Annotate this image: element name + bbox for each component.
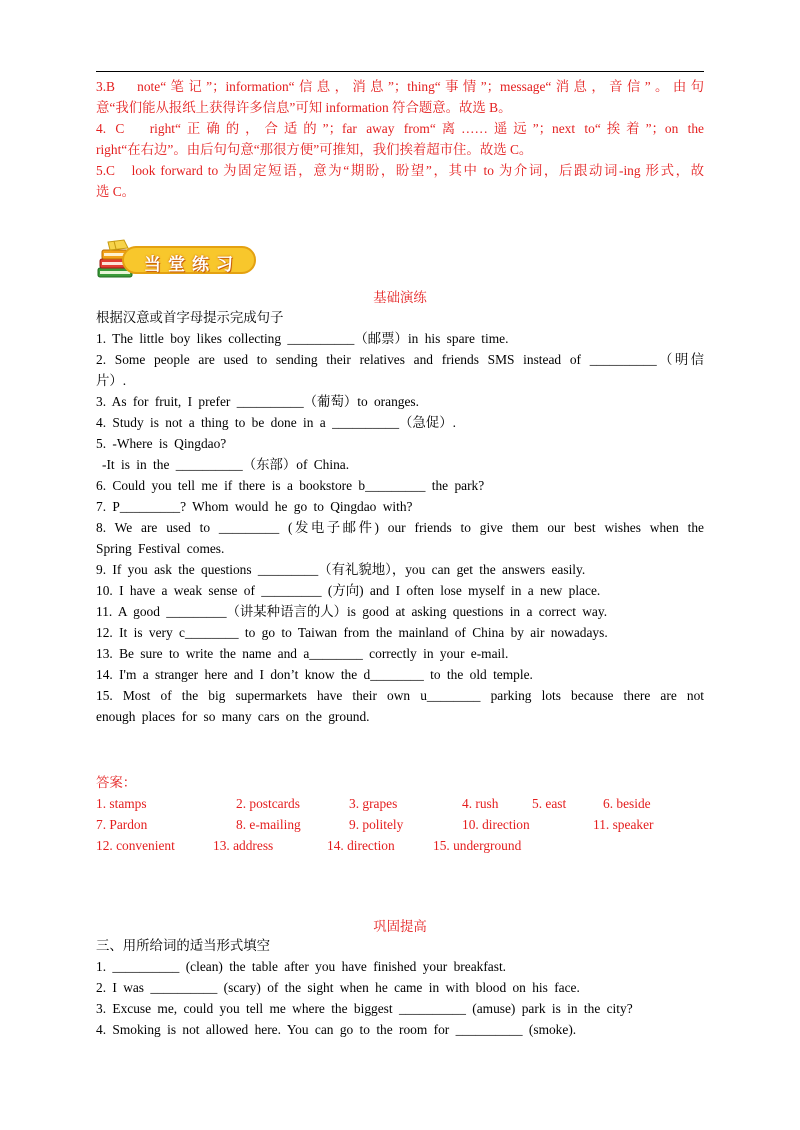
exercise-line: 10. I have a weak sense of _________ (方向) and I often lose myself in a new place. [96,583,601,598]
explanation-line: 5.C look forward to 为固定短语，意为“期盼，盼望”，其中 to 为介词，后跟动词-ing 形式，故 [96,163,704,178]
explanation-line: 3.B note“笔记”；information“信息，消息”；thing“事情”；message“消息，音信”。由句 [96,79,704,94]
answer-row [96,814,704,835]
answer-explanations [96,76,704,202]
explanation-line: 意“我们能从报纸上获得许多信息”可知 information 符合题意。故选 B。 [96,100,512,115]
answer-item: 9. politely [349,817,404,832]
answer-item: 1. stamps [96,796,147,811]
answer-key-label-row [96,772,704,793]
answer-row [96,793,704,814]
banner-label: 当堂练习 [144,255,240,275]
answer-item: 10. direction [462,817,530,832]
exercise-line: 3. Excuse me, could you tell me where the biggest __________ (amuse) park is in the city? [96,1001,633,1016]
answer-item: 14. direction [327,838,395,853]
explanation-line: 4. C right“正确的，合适的”；far away from“离……遥远”；next to“挨着”；on the [96,121,704,136]
exercise-line: 13. Be sure to write the name and a________ correctly in your e-mail. [96,646,509,661]
advanced-section-title: 巩固提高 [373,919,427,934]
basic-exercise-block [96,307,704,727]
answer-item: 8. e-mailing [236,817,301,832]
exercise-line: 1. __________ (clean) the table after you have finished your breakfast. [96,959,507,974]
exercise-line: 6. Could you tell me if there is a bookstore b_________ the park? [96,478,485,493]
explanation-line: 选 C。 [96,184,136,199]
exercise-line: -It is in the __________（东部）of China. [102,457,350,472]
answer-item: 3. grapes [349,796,398,811]
exercise-line: 片）. [96,373,127,388]
basic-instruction: 根据汉意或首字母提示完成句子 [96,310,284,325]
exercise-line: 2. I was __________ (scary) of the sight when he came in with blood on his face. [96,980,580,995]
answer-item: 5. east [532,796,567,811]
banner-ribbon [122,246,256,274]
exercise-line: 7. P_________? Whom would he go to Qingdao with? [96,499,413,514]
answer-item: 2. postcards [236,796,300,811]
answer-row [96,835,704,856]
practice-banner [94,238,264,286]
exercise-line: 9. If you ask the questions _________（有礼貌地），you can get the answers easily. [96,562,586,577]
exercise-line: 15. Most of the big supermarkets have their own u________ parking lots because there are not [96,688,704,703]
answer-item: 13. address [213,838,274,853]
answer-item: 6. beside [603,796,651,811]
answer-item: 11. speaker [593,817,654,832]
header-rule [96,71,704,72]
exercise-line: 14. I'm a stranger here and I don’t know the d________ to the old temple. [96,667,533,682]
exercise-line: 3. As for fruit, I prefer __________（葡萄）to oranges. [96,394,419,409]
exercise-line: 4. Study is not a thing to be done in a __________（急促）. [96,415,456,430]
answer-key [96,772,704,856]
basic-section-title: 基础演练 [373,290,427,305]
advanced-exercise-block [96,935,704,1040]
exercise-line: Spring Festival comes. [96,541,225,556]
exercise-line: 8. We are used to _________ (发电子邮件) our friends to give them our best wishes when the [96,520,704,535]
answer-item: 7. Pardon [96,817,148,832]
exercise-line: 4. Smoking is not allowed here. You can go to the room for __________ (smoke). [96,1022,577,1037]
exercise-line: 12. It is very c________ to go to Taiwan from the mainland of China by air nowadays. [96,625,608,640]
exercise-line: 2. Some people are used to sending their relatives and friends SMS instead of __________（明信 [96,352,704,367]
advanced-instruction: 三、用所给词的适当形式填空 [96,938,271,953]
answer-item: 15. underground [433,838,522,853]
answer-item: 4. rush [462,796,499,811]
exercise-line: 11. A good _________（讲某种语言的人）is good at asking questions in a correct way. [96,604,608,619]
exercise-line: 5. -Where is Qingdao? [96,436,227,451]
exercise-line: enough places for so many cars on the ground. [96,709,370,724]
answer-key-label: 答案： [96,775,137,790]
explanation-line: right“在右边”。由后句句意“那很方便”可推知，我们挨着超市住。故选 C。 [96,142,533,157]
answer-item: 12. convenient [96,838,175,853]
exercise-line: 1. The little boy likes collecting __________（邮票）in his spare time. [96,331,509,346]
